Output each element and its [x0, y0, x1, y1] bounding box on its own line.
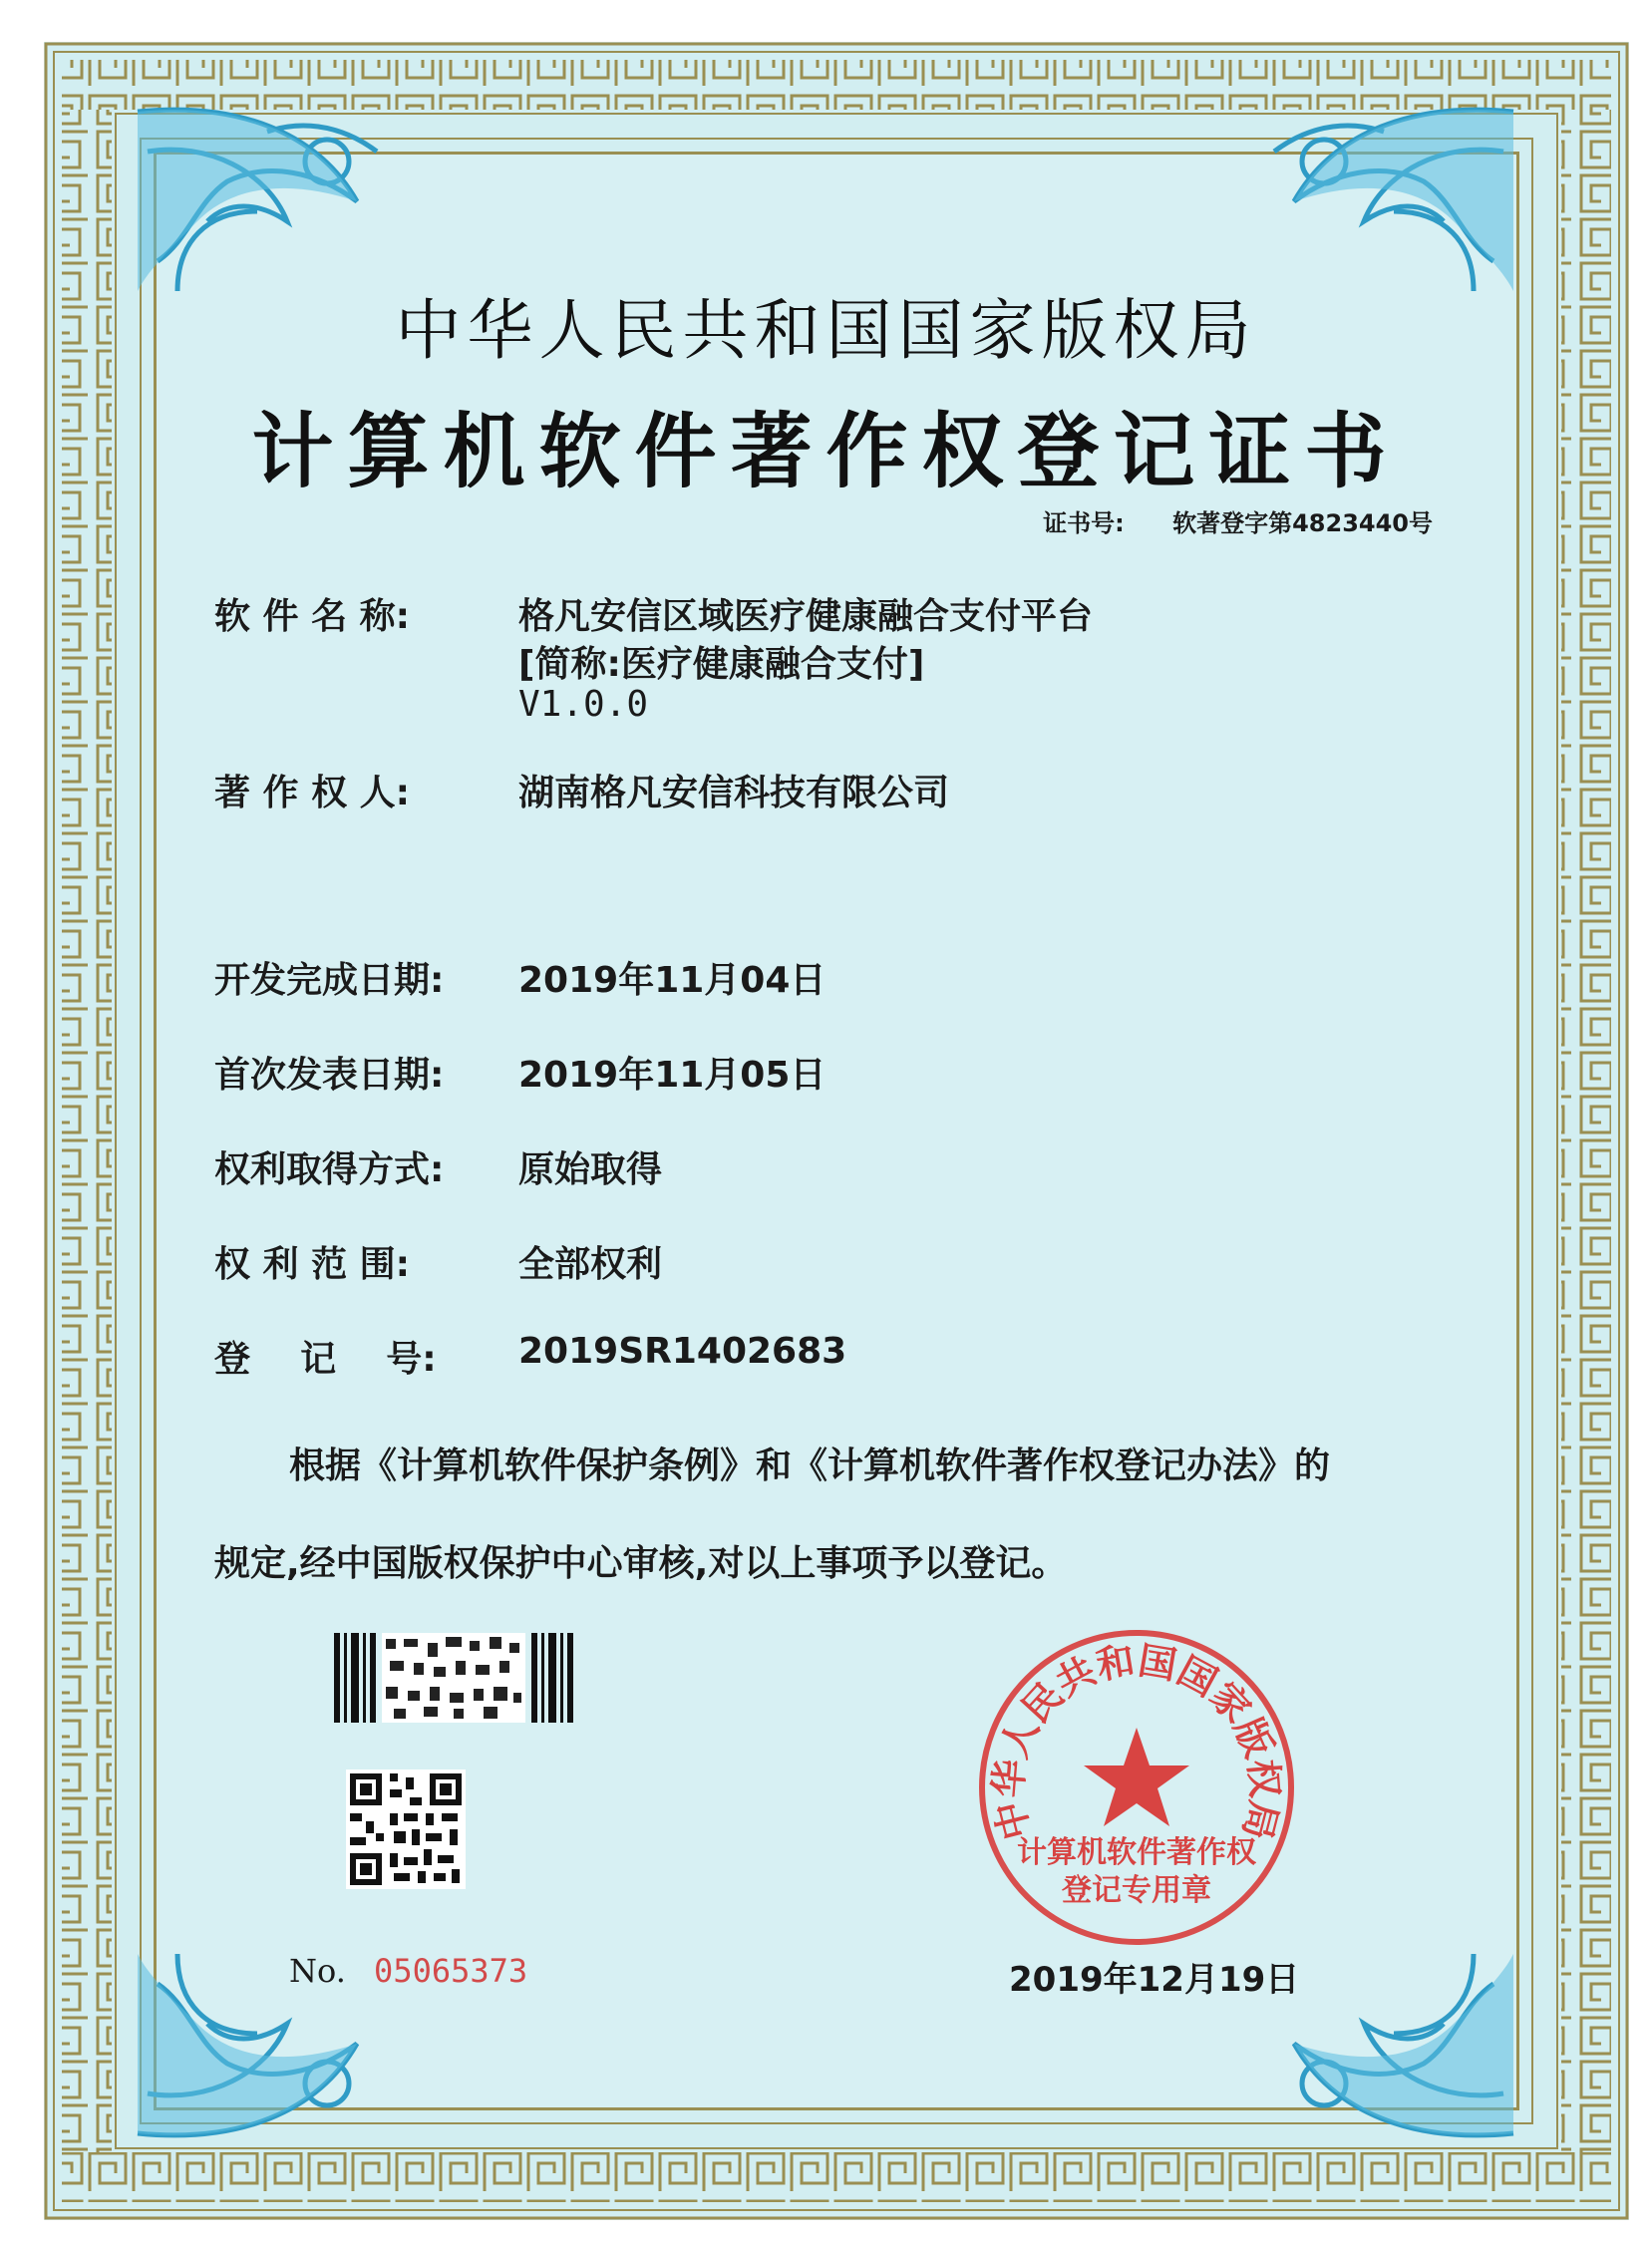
registration-value: 2019SR1402683	[518, 1331, 847, 1372]
software-short-name: [简称:医疗健康融合支付]	[518, 644, 925, 685]
field-acquisition	[214, 1141, 663, 1192]
field-owner	[214, 765, 950, 815]
corner-ornament-bottom-left	[118, 1914, 417, 2153]
software-name-label: 软 件 名 称:	[214, 596, 410, 637]
field-scope	[214, 1236, 663, 1287]
registration-label: 登 记 号:	[214, 1339, 437, 1380]
qr-code	[346, 1769, 466, 1889]
field-dev-date	[214, 952, 826, 1003]
statement-line-2: 规定,经中国版权保护中心审核,对以上事项予以登记。	[214, 1543, 1068, 1584]
owner-value: 湖南格凡安信科技有限公司	[518, 773, 950, 813]
pub-date-value: 2019年11月05日	[518, 1055, 826, 1096]
barcode	[334, 1633, 573, 1723]
seal-line-1: 计算机软件著作权	[1017, 1835, 1256, 1870]
dev-date-label: 开发完成日期:	[214, 960, 445, 1001]
seal-date: 2019年12月19日	[1009, 1960, 1300, 2000]
acquisition-label: 权利取得方式:	[214, 1149, 445, 1190]
cert-number-label: 证书号:	[1043, 509, 1125, 537]
scope-value: 全部权利	[518, 1244, 663, 1285]
official-seal	[972, 1623, 1301, 1952]
pub-date-label: 首次发表日期:	[214, 1055, 445, 1096]
cert-number-value: 软著登字第4823440号	[1172, 509, 1433, 537]
seal-ring-text: 中华人民共和国国家版权局	[985, 1638, 1288, 1844]
serial-number	[289, 1952, 527, 1990]
statement-line-1: 根据《计算机软件保护条例》和《计算机软件著作权登记办法》的	[289, 1445, 1331, 1486]
dev-date-value: 2019年11月04日	[518, 960, 826, 1001]
serial-label: No.	[289, 1952, 346, 1990]
certificate-title: 计算机软件著作权登记证书	[251, 404, 1401, 499]
acquisition-value: 原始取得	[518, 1149, 663, 1190]
certificate-number	[1043, 503, 1433, 538]
field-pub-date	[214, 1047, 826, 1098]
issuer-heading: 中华人民共和国国家版权局	[395, 292, 1257, 369]
software-version: V1.0.0	[518, 684, 649, 725]
serial-value: 05065373	[374, 1952, 528, 1990]
field-registration	[214, 1331, 847, 1382]
field-software-name	[214, 588, 1094, 639]
software-name-value: 格凡安信区域医疗健康融合支付平台	[518, 596, 1094, 637]
seal-line-2: 登记专用章	[1062, 1873, 1211, 1908]
owner-label: 著 作 权 人:	[214, 773, 410, 813]
scope-label: 权 利 范 围:	[214, 1244, 410, 1285]
